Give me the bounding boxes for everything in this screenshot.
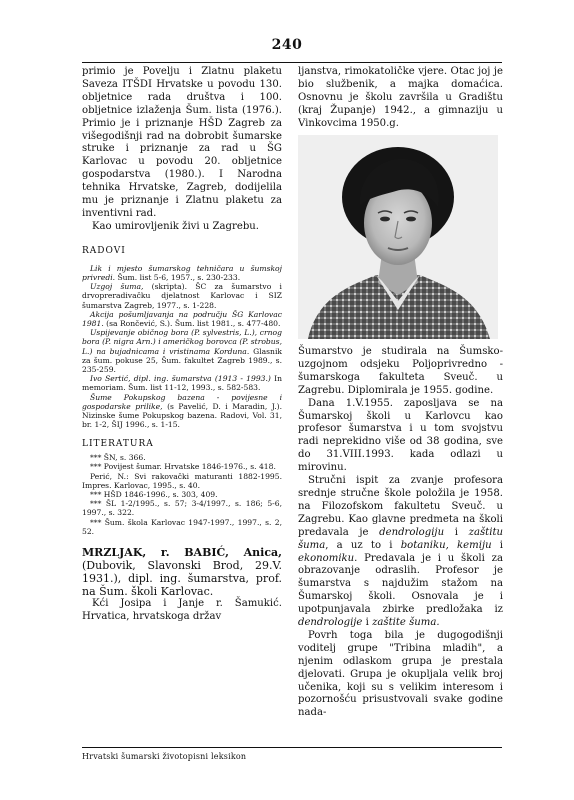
retired-paragraph: Kao umirovljenik živi u Zagrebu. (92, 220, 259, 232)
literatura-item: *** ŠL 1-2/1995., s. 57; 3-4/1997., s. 186; 5-6, 1997., s. 322. (82, 499, 282, 518)
portrait-photo (298, 135, 498, 339)
radovi-item: Uzgoj šuma, (skripta). ŠC za šumarstvo i drvopreradivačku djelatnost Karlovac i SIZ šumarstva Zagreb, 1977., s. 1-228. (82, 282, 282, 310)
literatura-list (82, 453, 282, 536)
entry-name: MRZLJAK, r. BABIĆ, Anica, (82, 546, 282, 560)
tribina-paragraph: Povrh toga bila je dugogodišnji voditelj grupe "Tribina mladih", a njenim odlaskom grupa je prestala djelovati. Grupa je okupljala velik broj učenika, koji su s velikim interesom i pozornošću prisustvovali svake godine nada- (298, 629, 503, 719)
literatura-item: *** ŠN, s. 366. (90, 453, 146, 463)
radovi-heading: RADOVI (82, 245, 126, 256)
literatura-item: *** Povijest šumar. Hrvatske 1846-1976., s. 418. (90, 462, 276, 472)
radovi-item: Akcija pošumljavanja na području ŠG Karlovac 1981. (sa Rončević, S.). Šum. list 1981., s. 477-480. (82, 309, 282, 328)
radovi-item: Uspijevanje običnog bora (P. sylvestris, L.), crnog bora (P. nigra Arn.) i američkog borovca (P. strobus, L.) na bujadnicama i vristinama Korduna. Glasnik za šum. pokuse 25, Šum. fakultet Zagreb 1989., s. 235-259. (82, 328, 282, 374)
teaching-paragraph: Stručni ispit za zvanje profesora srednje stručne škole položila je 1958. na Filozofskom fakultetu Sveuč. u Zagrebu. Kao glavne predmeta na školi predavala je dendrologiju i zaštitu šuma, a uz to i botaniku, kemiju i ekonomiku. Predavala je i u školi za obrazovanje odraslih. Profesor je šumarstva s najdužim stažom na Šumarskoj školi. Osnovala je i upotpunjavala zbirke predložaka iz dendrologije i zaštite šuma. (298, 475, 504, 629)
literatura-item: Perić, N.: Svi rakovački maturanti 1882-1995. Impres. Karlovac, 1995., s. 40. (82, 471, 282, 490)
literatura-item: *** Šum. škola Karlovac 1947-1997., 1997., s. 2, 52. (82, 517, 282, 536)
entry-continuation (298, 66, 503, 131)
entry-heading (82, 546, 282, 598)
employment-paragraph: Dana 1.V.1955. zaposljava se na Šumarskoj školi u Karlovcu kao profesor šumarstva i u tom svojstvu radi neprekidno više od 38 godina, sve do 31.VIII.1993. kada odlazi u mirovinu. (298, 397, 503, 474)
footer-rule (82, 747, 502, 748)
radovi-item: Ivo Sertić, dipl. ing. šumarstva (1913 - 1993.) In memoriam. Šum. list 11-12, 1993., s. 582-583. (82, 374, 282, 393)
study-paragraph: Šumarstvo je studirala na Šumsko-uzgojnom odsjeku Poljoprivredno - šumarskoga fakulteta Sveuč. u Zagrebu. Diplomirala je 1955. godine. (298, 346, 503, 396)
entry-details: (Dubovik, Slavonski Brod, 29.V. 1931.), dipl. ing. šumarstva, prof. na Šum. školi Karlovac. (82, 559, 282, 599)
radovi-item: Šume Pokupskog bazena - povijesne i gospodarske prilike, (s Pavelić, D. i Maradin, J.). Nizinske šume Pokupskog bazena. Radovi, Vol. 31, br. 1-2, ŠIJ 1996., s. 1-15. (82, 392, 282, 430)
portrait-image (298, 135, 498, 339)
continuation-text: ljanstva, rimokatoličke vjere. Otac joj je bio službenik, a majka domaćica. Osnovnu je školu završila u Gradištu (kraj Županje) 1942., a gimnaziju u Vinkovcima 1950.g. (298, 66, 503, 129)
page-number: 240 (271, 37, 303, 53)
literatura-heading: LITERATURA (82, 439, 154, 450)
radovi-list (82, 264, 282, 430)
literatura-item: *** HŠD 1846-1996., s. 303, 409. (90, 490, 218, 500)
right-column-continuation (298, 66, 503, 134)
left-column (82, 66, 282, 624)
radovi-item: Lik i mjesto šumarskog tehničara u šumskoj privredi. Šum. list 5-6, 1957., s. 230-233. (82, 263, 282, 282)
header-rule (82, 62, 502, 63)
award-paragraph: primio je Povelju i Zlatnu plaketu Saveza ITŠDI Hrvatske u povodu 130. obljetnice rada društva i 100. obljetnice izlaženja Šum. lista (1976.). Primio je i priznanje HŠD Zagreb za višegodišnji rad na dobrobit šumarske struke i priznanje za rad u ŠG Karlovac u povodu 20. obljetnice gospodarstva (1980.). I Narodna tehnika Hrvatske, Zagreb, dodijelila mu je priznanje i Zlatnu plaketu za inventivni rad. (82, 66, 282, 219)
right-column-lower (298, 346, 503, 720)
entry-start-paragraph: Kći Josipa i Janje r. Šamukić. Hrvatica, hrvatskoga držav (82, 598, 282, 622)
footer-title: Hrvatski šumarski životopisni leksikon (82, 752, 247, 761)
